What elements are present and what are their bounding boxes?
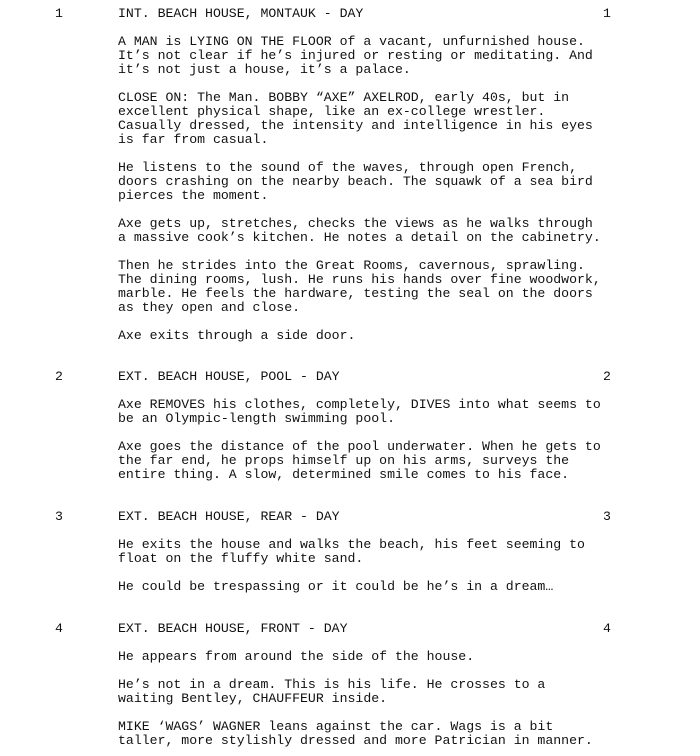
action-line: He’s not in a dream. This is his life. He crosses to a [118, 677, 546, 692]
action-line: MIKE ‘WAGS’ WAGNER leans against the car. Wags is a bit [118, 719, 554, 734]
action-line: He exits the house and walks the beach, his feet seeming to [118, 537, 585, 552]
action-line: as they open and close. [118, 300, 301, 315]
action-line: Axe REMOVES his clothes, completely, DIVES into what seems to [118, 397, 601, 412]
action-line: A MAN is LYING ON THE FLOOR of a vacant, unfurnished house. [118, 34, 585, 49]
scene-number-right: 1 [603, 6, 611, 21]
action-line: He could be trespassing or it could be he’s in a dream… [118, 579, 554, 594]
action-line: excellent physical shape, like an ex-college wrestler. [118, 104, 546, 119]
action-line: He appears from around the side of the house. [118, 649, 475, 664]
action-line: it’s not just a house, it’s a palace. [118, 62, 411, 77]
action-line: entire thing. A slow, determined smile comes to his face. [118, 467, 570, 482]
scene-number-left: 3 [55, 509, 63, 524]
scene-heading: INT. BEACH HOUSE, MONTAUK - DAY [118, 6, 364, 21]
action-line: The dining rooms, lush. He runs his hands over fine woodwork, [118, 272, 601, 287]
action-line: CLOSE ON: The Man. BOBBY “AXE” AXELROD, early 40s, but in [118, 90, 570, 105]
action-line: doors crashing on the nearby beach. The squawk of a sea bird [118, 174, 593, 189]
action-line: Casually dressed, the intensity and intelligence in his eyes [118, 118, 593, 133]
action-line: waiting Bentley, CHAUFFEUR inside. [118, 691, 388, 706]
action-line: Axe goes the distance of the pool underwater. When he gets to [118, 439, 601, 454]
action-line: Axe exits through a side door. [118, 328, 356, 343]
action-line: Axe gets up, stretches, checks the views as he walks through [118, 216, 593, 231]
action-line: marble. He feels the hardware, testing the seal on the doors [118, 286, 593, 301]
action-line: is far from casual. [118, 132, 269, 147]
scene-heading: EXT. BEACH HOUSE, REAR - DAY [118, 509, 340, 524]
scene-number-right: 3 [603, 509, 611, 524]
scene-number-left: 1 [55, 6, 63, 21]
action-line: He listens to the sound of the waves, through open French, [118, 160, 577, 175]
action-line: taller, more stylishly dressed and more Patrician in manner. [118, 733, 593, 748]
action-line: be an Olympic-length swimming pool. [118, 411, 395, 426]
scene-number-right: 2 [603, 369, 611, 384]
scene-number-left: 4 [55, 621, 63, 636]
scene-number-left: 2 [55, 369, 63, 384]
action-line: the far end, he props himself up on his arms, surveys the [118, 453, 570, 468]
action-line: Then he strides into the Great Rooms, cavernous, sprawling. [118, 258, 585, 273]
scene-heading: EXT. BEACH HOUSE, FRONT - DAY [118, 621, 348, 636]
action-line: a massive cook’s kitchen. He notes a detail on the cabinetry. [118, 230, 601, 245]
action-line: It’s not clear if he’s injured or resting or meditating. And [118, 48, 593, 63]
action-line: float on the fluffy white sand. [118, 551, 364, 566]
scene-number-right: 4 [603, 621, 611, 636]
scene-heading: EXT. BEACH HOUSE, POOL - DAY [118, 369, 340, 384]
action-line: pierces the moment. [118, 188, 269, 203]
